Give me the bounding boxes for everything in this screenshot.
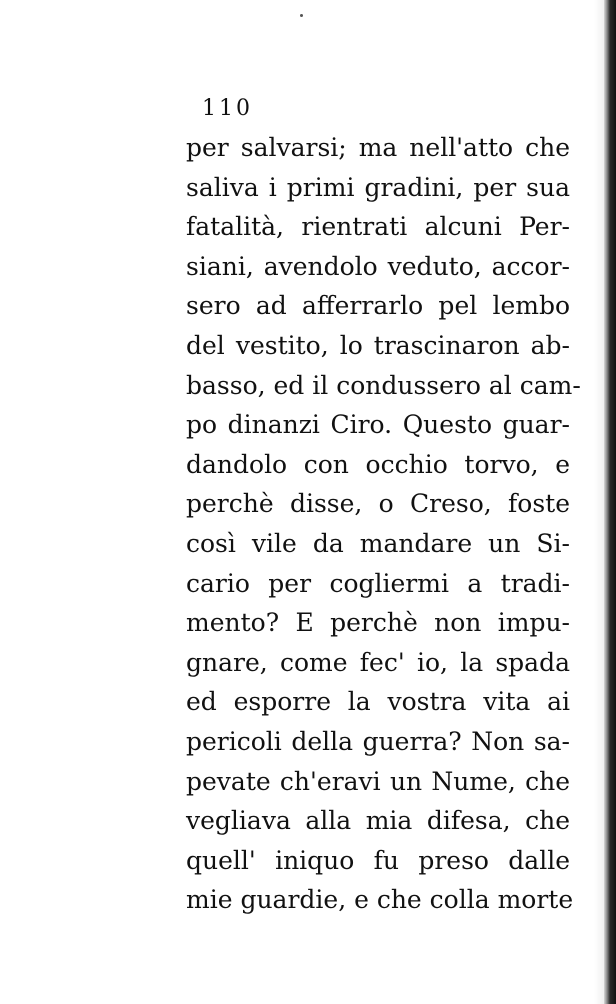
text-line: mie guardie, e che colla morte xyxy=(186,885,574,915)
text-line: saliva i primi gradini, per sua xyxy=(186,172,570,202)
binding-edge xyxy=(604,0,616,1004)
text-line: perchè disse, o Creso, foste xyxy=(186,489,570,519)
text-line: sero ad afferrarlo pel lembo xyxy=(186,291,570,321)
text-line: dandolo con occhio torvo, e xyxy=(186,449,570,479)
text-line: cario per cogliermi a tradi- xyxy=(186,568,570,598)
text-line: pevate ch'eravi un Nume, che xyxy=(186,766,570,796)
text-line: siani, avendolo veduto, accor- xyxy=(186,251,570,281)
text-line: ed esporre la vostra vita ai xyxy=(186,687,570,717)
text-line: quell' iniquo fu preso dalle xyxy=(186,845,570,875)
text-line: del vestito, lo trascinaron ab- xyxy=(186,330,570,360)
text-line: per salvarsi; ma nell'atto che xyxy=(186,133,570,162)
text-line: gnare, come fec' io, la spada xyxy=(186,647,570,677)
text-line: basso, ed il condussero al cam- xyxy=(186,370,581,400)
text-line: fatalità, rientrati alcuni Per- xyxy=(186,212,570,242)
text-line: così vile da mandare un Si- xyxy=(186,528,570,558)
page-number: 110 xyxy=(202,96,253,121)
text-line: mento? E perchè non impu- xyxy=(186,608,570,638)
binding-shadow xyxy=(594,0,604,1004)
ink-speck xyxy=(300,14,303,17)
text-line: vegliava alla mia difesa, che xyxy=(186,806,570,836)
text-line: po dinanzi Ciro. Questo guar- xyxy=(186,410,570,440)
text-line: pericoli della guerra? Non sa- xyxy=(186,726,570,756)
body-text xyxy=(186,128,581,920)
